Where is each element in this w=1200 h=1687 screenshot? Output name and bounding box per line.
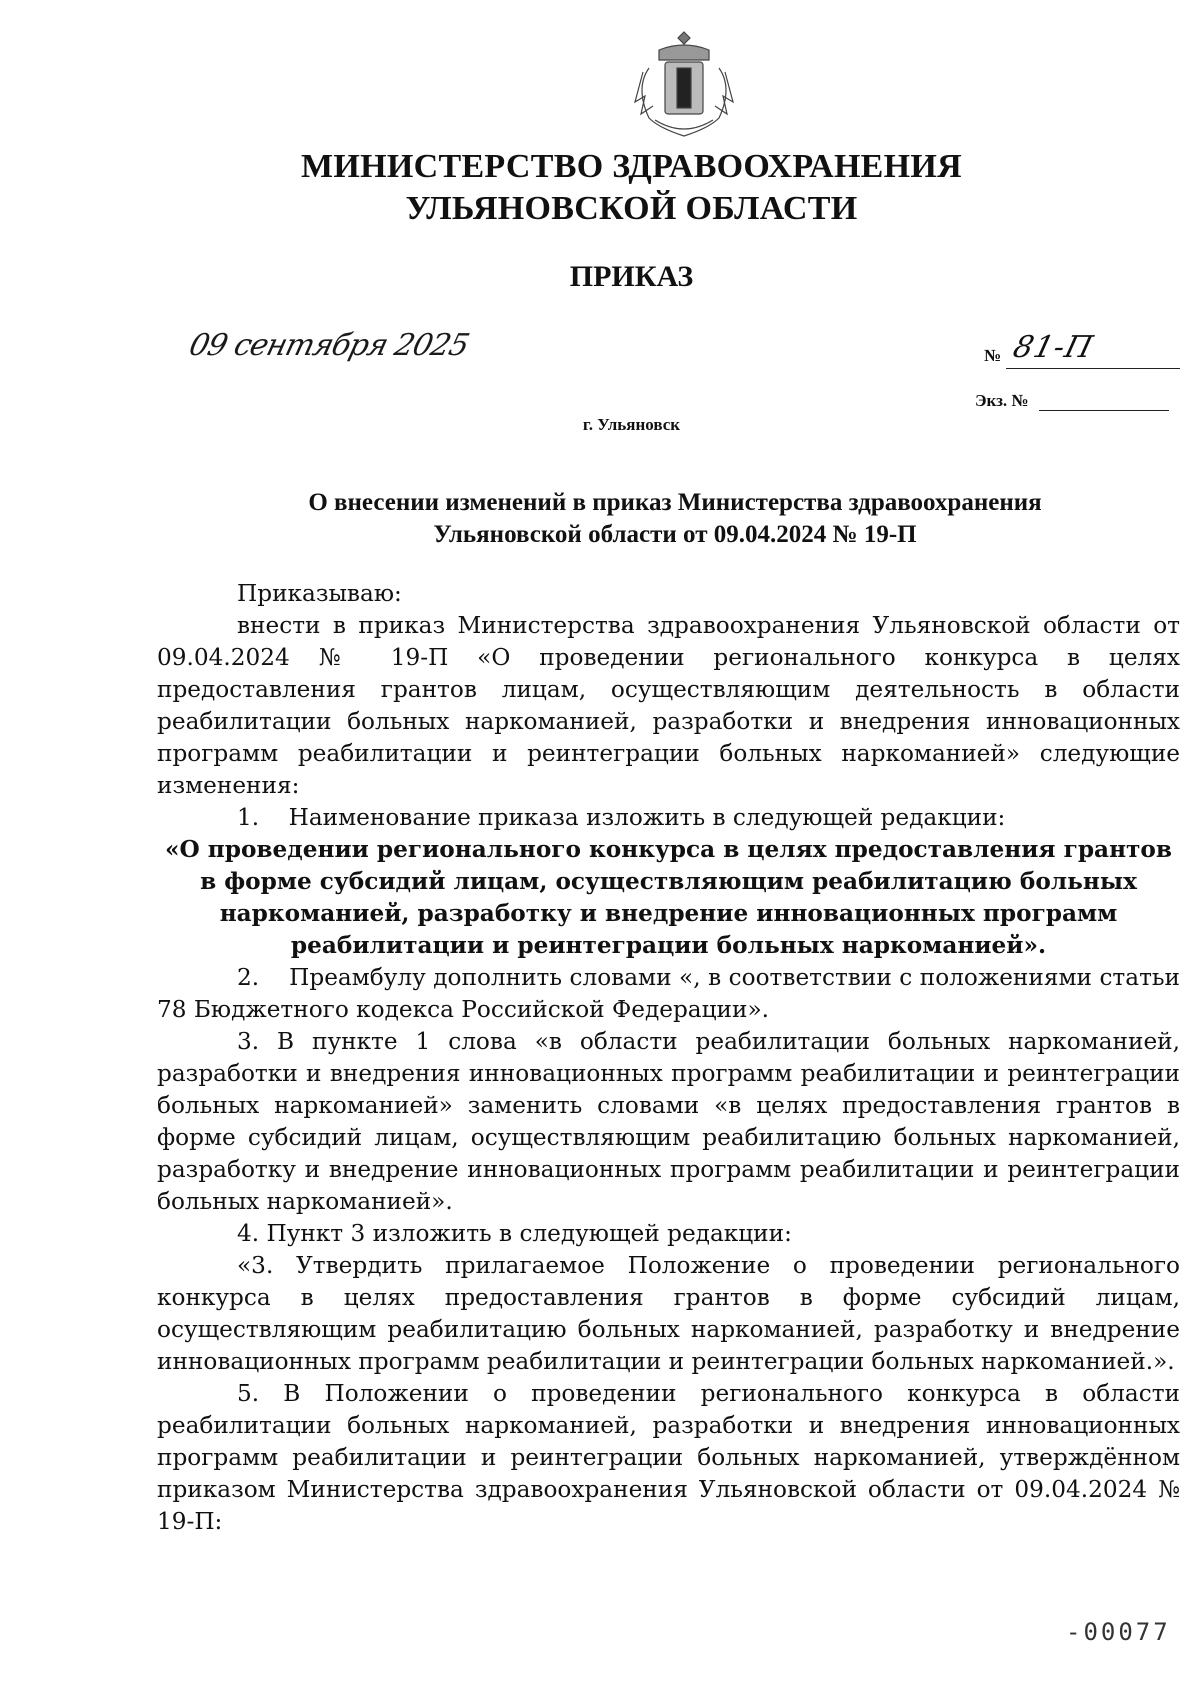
document-type-label: ПРИКАЗ: [569, 260, 694, 293]
subject-line-2: Ульяновской области от 09.04.2024 № 19-П: [433, 521, 917, 548]
item-3: 3. В пункте 1 слова «в области реабилитации больных наркоманией, разработки и внедрения инновационных программ реабилитации и реинтеграции больных наркоманией» заменить словами «в целях предоставления грантов в форме субсидий лицам, осуществляющим реабилитацию больных наркоманией, разработку и внедрение инновационных программ реабилитации и реинтеграции больных наркоманией».: [157, 1028, 1180, 1215]
item-1-new-title: «О проведении регионального конкурса в целях предоставления грантов в форме субсидий лицам, осуществляющим реабилитацию больных наркоманией, разработку и внедрение инновационных программ реабилитации и реинтеграции больных наркоманией».: [165, 836, 1172, 959]
handwritten-date: 09 сентября 2025: [185, 328, 472, 363]
item-5: 5. В Положении о проведении регионального конкурса в области реабилитации больных наркоманией, разработки и внедрения инновационных программ реабилитации и реинтеграции больных наркоманией, утверждённом приказом Министерства здравоохранения Ульяновской области от 09.04.2024 № 19-П:: [157, 1380, 1180, 1535]
city-label: г. Ульяновск: [582, 415, 681, 434]
intro-paragraph: внести в приказ Министерства здравоохранения Ульяновской области от 09.04.2024 № 19-П «О проведении регионального конкурса в целях предоставления грантов лицам, осуществляющим деятельность в области реабилитации больных наркоманией, разработки и внедрения инновационных программ реабилитации и реинтеграции больных наркоманией» следующие изменения:: [157, 612, 1180, 799]
document-subject: [150, 487, 1200, 551]
ministry-title: [0, 146, 1200, 230]
ministry-line-1: МИНИСТЕРСТВО ЗДРАВООХРАНЕНИЯ: [300, 148, 963, 185]
copy-number-underline: [1039, 410, 1169, 411]
handwritten-number: 81-П: [1009, 330, 1097, 365]
number-underline: [1006, 368, 1180, 369]
document-body: [157, 578, 1180, 1538]
document-serial-code: -00077: [1066, 1618, 1171, 1646]
city: [0, 415, 1200, 435]
order-word: Приказываю:: [237, 580, 402, 607]
coat-of-arms-emblem: [629, 28, 739, 140]
item-4: 4. Пункт 3 изложить в следующей редакции:: [237, 1220, 792, 1247]
number-label: №: [984, 346, 1002, 365]
document-type: [0, 260, 1200, 294]
copy-number-label: Экз. №: [975, 391, 1029, 410]
item-1: 1. Наименование приказа изложить в следующей редакции:: [237, 804, 1006, 831]
item-2: 2. Преамбулу дополнить словами «, в соответствии с положениями статьи 78 Бюджетного кодекса Российской Федерации».: [157, 964, 1180, 1023]
ministry-line-2: УЛЬЯНОВСКОЙ ОБЛАСТИ: [405, 190, 858, 227]
subject-line-1: О внесении изменений в приказ Министерства здравоохранения: [308, 489, 1042, 516]
item-4-text: «3. Утвердить прилагаемое Положение о проведении регионального конкурса в целях предоставления грантов в форме субсидий лицам, осуществляющим реабилитацию больных наркоманией, разработку и внедрение инновационных программ реабилитации и реинтеграции больных наркоманией.».: [157, 1252, 1180, 1375]
